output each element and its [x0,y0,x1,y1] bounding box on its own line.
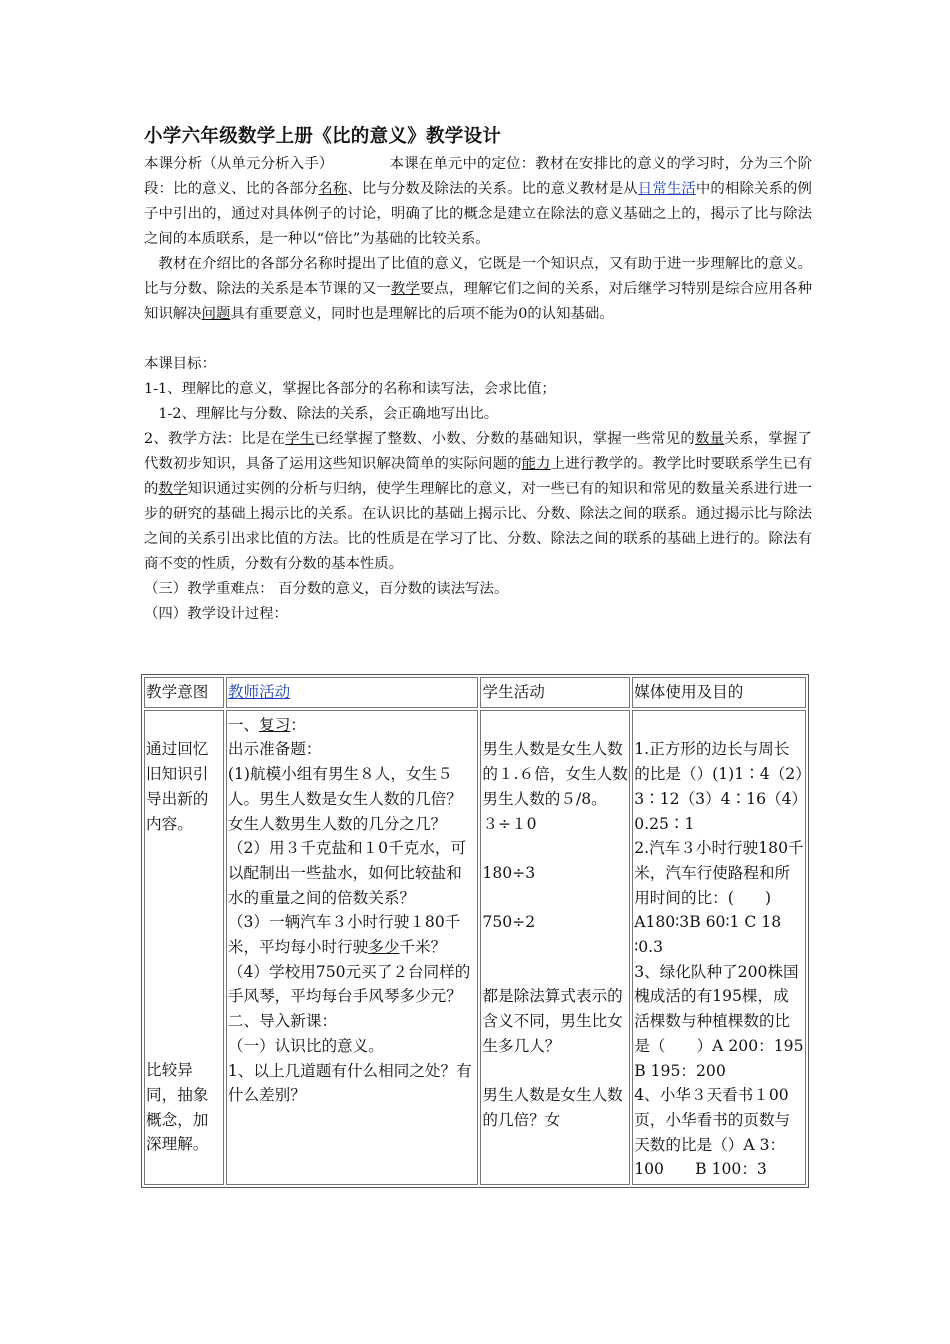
teacher-cell: 一、复习： 出示准备题： (1)航模小组有男生８人，女生５人。男生人数是女生人数的几倍？女生人数男生人数的几分之几？ （2）用３千克盐和１0千克水，可以配制出一些盐水，如何比较盐和水的重量之间的倍数关系？ （3）一辆汽车３小时行驶１80千米，平均每小时行驶多少千米？ （4）学校用750元买了２台同样的手风琴，平均每台手风琴多少元？ 二、导入新课： （一）认识比的意义。 1、以上几道题有什么相同之处？有什么差别？ [226,710,479,1185]
media-q2: 2.汽车３小时行驶180千米，汽车行使路程和所用时间的比：( ) A180∶3B 60∶1 C 18 ∶0.3 [634,839,804,957]
analysis-heading: 本课分析（从单元分析入手） [144,156,334,172]
header-intent: 教学意图 [144,677,224,708]
intent-cell [144,710,224,1185]
process-heading: （四）教学设计过程： [144,606,288,622]
student-a3: 180÷3 [482,863,536,882]
teacher-q5: 1、以上几道题有什么相同之处？有什么差别？ [227,1061,472,1105]
student-a6: 男生人数是女生人数的几倍？女 [482,1086,623,1129]
table-row [144,710,806,1185]
document-body [144,118,812,627]
goals-heading: 本课目标： [144,356,216,372]
link-daily-life[interactable]: 日常生活 [637,181,696,197]
document-title: 小学六年级数学上册《比的意义》教学设计 [144,126,502,147]
teacher-q3: （3）一辆汽车３小时行驶１80千米，平均每小时行驶多少千米？ [227,913,461,957]
unit-analysis-paragraph: 本课分析（从单元分析入手） 本课在单元中的定位：教材在安排比的意义的学习时，分为三个阶段：比的意义、比的各部分名称、比与分数及除法的关系。比的意义教材是从日常生活中的相除关系的例子中引出的，通过对具体例子的讨论，明确了比的概念是建立在除法的意义基础之上的，揭示了比与除法之间的本质联系，是一种以“倍比”为基础的比较关系。 [144,156,812,247]
media-q4: 4、小华３天看书１00页，小华看书的页数与天数的比是（）A 3：100 B 100：3 [634,1086,791,1179]
goal-1-1: 1-1、理解比的意义，掌握比各部分的名称和读写法，会求比值； [144,381,556,397]
link-duoshao[interactable]: 多少 [368,938,400,957]
teacher-q2: （2）用３千克盐和１0千克水，可以配制出一些盐水，如何比较盐和水的重量之间的倍数关系？ [227,839,467,907]
teacher-prep: 出示准备题： [227,740,322,759]
lesson-plan-table [141,674,835,1188]
media-q3: 3、绿化队种了200株国槐成活的有195棵，成活棵数与种植棵数的比是（ ）A 200：195 B 195：200 [634,962,835,1080]
link-shuliang[interactable]: 数量 [695,431,725,447]
teaching-method-paragraph: 2、教学方法：比是在学生已经掌握了整数、小数、分数的基础知识，掌握一些常见的数量关系，掌握了代数初步知识，具备了运用这些知识解决简单的实际问题的能力上进行教学的。教学比时要联系学生已有的数学知识通过实例的分析与归纳，使学生理解比的意义，对一些已有的知识和常见的数量关系进行进一步的研究的基础上揭示比的关系。在认识比的基础上揭示比、分数、除法之间的联系。通过揭示比与除法之间的关系引出求比值的方法。比的性质是在学习了比、分数、除法之间的联系的基础上进行的。除法有商不变的性质，分数有分数的基本性质。 [144,431,812,572]
link-mingcheng[interactable]: 名称 [318,181,348,197]
link-jiaoxue[interactable]: 教学 [390,281,420,297]
goal-1-2: 1-2、理解比与分数、除法的关系，会正确地写出比。 [158,406,499,422]
link-fuxi[interactable]: 复习 [259,715,291,734]
student-a4: 750÷2 [482,913,536,932]
header-teacher-link[interactable]: 教师活动 [227,683,291,701]
ratio-value-paragraph: 教材在介绍比的各部分名称时提出了比值的意义，它既是一个知识点，又有助于进一步理解比的意义。比与分数、除法的关系是本节课的又一教学要点，理解它们之间的关系，对后继学习特别是综合应用各种知识解决问题具有重要意义，同时也是理解比的后项不能为0的认知基础。 [144,256,812,322]
student-a1: 男生人数是女生人数的１.６倍，女生人数男生人数的５/8。 [482,740,628,808]
teacher-intro: 二、导入新课： [227,1012,338,1031]
link-nengli[interactable]: 能力 [521,456,551,472]
teacher-q4: （4）学校用750元买了２台同样的手风琴，平均每台手风琴多少元？ [227,962,471,1006]
key-points: （三）教学重难点： 百分数的意义，百分数的读法写法。 [144,581,509,597]
table-header-row [144,677,806,708]
header-student: 学生活动 [480,677,630,708]
teacher-sub1: （一）认识比的意义。 [227,1036,384,1055]
teacher-q1: (1)航模小组有男生８人，女生５人。男生人数是女生人数的几倍？女生人数男生人数的几分之几？ [227,765,462,833]
header-media: 媒体使用及目的 [632,677,806,708]
link-wenti[interactable]: 问题 [201,306,231,322]
media-cell [632,710,835,1185]
media-q1: 1.正方形的边长与周长的比是（）(1)1∶4（2） 3∶12（3）4∶16（4） 0.25∶1 [634,740,819,833]
intent-review: 通过回忆旧知识引导出新的内容。 [146,740,209,833]
student-cell [480,710,630,1185]
link-shuxue[interactable]: 数学 [158,481,188,497]
student-a5: 都是除法算式表示的含义不同，男生比女生多几人？ [482,987,623,1055]
student-a2: ３÷１0 [482,814,537,833]
intent-compare: 比较异同，抽象概念，加深理解。 [146,1061,209,1154]
link-xuesheng[interactable]: 学生 [285,431,315,447]
